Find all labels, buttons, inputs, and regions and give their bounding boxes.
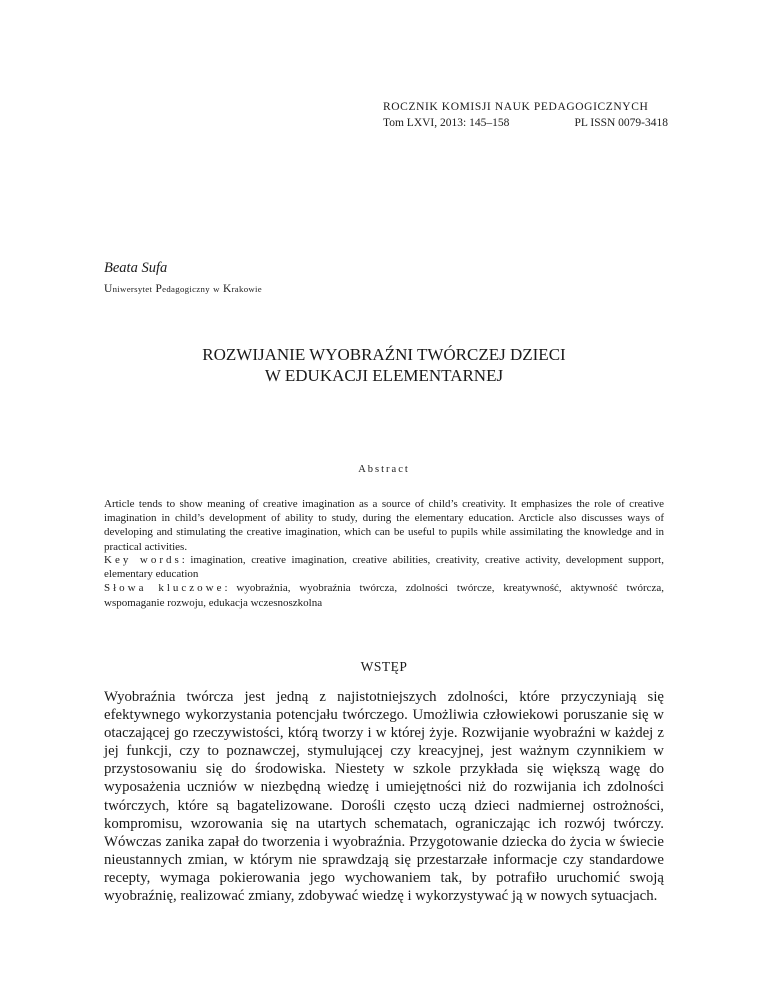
article-title <box>104 344 664 386</box>
keywords-en-text: : imagination, creative imagination, creative abilities, creativity, creative activity, development support, elementary education <box>104 554 664 581</box>
affil-word: w <box>213 284 220 294</box>
journal-name: ROCZNIK KOMISJI NAUK PEDAGOGICZNYCH <box>383 101 649 113</box>
keywords-pl-label: Słowa kluczowe <box>104 582 225 595</box>
journal-meta <box>383 115 668 131</box>
section-heading: WSTĘP <box>360 659 408 674</box>
author-affiliation <box>104 283 262 295</box>
abstract-text: Article tends to show meaning of creative imagination as a source of child’s creativity. It emphasizes the role of creative imagination in child’s development of ability to study, during the elementary education. Arcticle also discusses ways of developing and stimulating the creative imagination, which can be useful to pupils while assimilating the knowledge and in practical activities. <box>104 498 664 553</box>
affil-word: Uniwersytet <box>104 283 153 295</box>
keywords-en-label: Key words <box>104 554 182 566</box>
article-title-line2: W EDUKACJI ELEMENTARNEJ <box>264 366 504 385</box>
journal-volume: Tom LXVI, 2013: 145–158 <box>383 117 510 129</box>
author-name: Beata Sufa <box>104 260 168 276</box>
journal-header <box>383 99 668 131</box>
keywords-en <box>104 553 664 581</box>
keywords-pl <box>104 581 664 609</box>
journal-issn: PL ISSN 0079-3418 <box>574 117 668 129</box>
article-title-line1: ROZWIJANIE WYOBRAŹNI TWÓRCZEJ DZIECI <box>202 345 566 364</box>
keywords-block <box>104 553 664 610</box>
affil-word: Pedagogiczny <box>155 283 210 295</box>
affil-word: Krakowie <box>222 283 262 295</box>
body-paragraph: Wyobraźnia twórcza jest jedną z najistotniejszych zdolności, które przyczyniają się efektywnego wykorzystania potencjału twórczego. Umożliwia człowiekowi poruszanie się w otaczającej go rzeczywistości, którą tworzy i w której żyje. Rozwijanie wyobraźni w każdej z jej funkcji, czy to poznawczej, stymulującej czy kreacyjnej, jest ważnym czynnikiem w przystosowaniu się do środowiska. Niestety w szkole przykłada się większą wagę do wyposażenia uczniów w niezbędną wiedzę i umiejętności niż do rozwijania ich zdolności twórczych, które są bagatelizowane. Dorośli często uczą dzieci nadmiernej ostrożności, kompromisu, wzorowania się na utartych schematach, ograniczając ich rozwój twórczy. Wówczas zanika zapał do tworzenia i wyobraźnia. Przygotowanie dziecka do życia w świecie nieustannych zmian, w którym nie sprawdzają się przestarzałe informacje czy standardowe recepty, wymaga pokierowania jego wychowaniem tak, by potrafiło uruchomić swoją wyobraźnię, realizować zmiany, zdobywać wiedzę i wykorzystywać ją w nowych sytuacjach. <box>104 689 664 905</box>
abstract-heading: Abstract <box>358 464 410 475</box>
keywords-pl-text: : wyobraźnia, wyobraźnia twórcza, zdolności twórcze, kreatywność, aktywność twórcza, wspomaganie rozwoju, edukacja wczesnoszkolna <box>104 582 664 609</box>
